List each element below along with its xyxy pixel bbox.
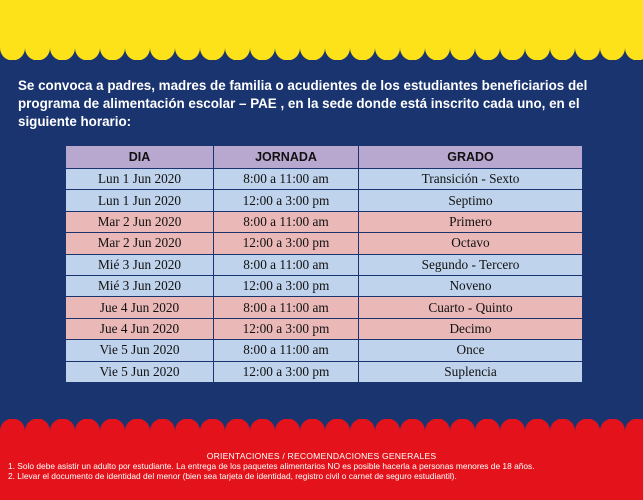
scallop — [600, 46, 625, 60]
cell-dia: Mar 2 Jun 2020 — [66, 211, 214, 232]
scallop — [175, 419, 200, 433]
scallop — [400, 419, 425, 433]
cell-jornada: 12:00 a 3:00 pm — [214, 233, 359, 254]
cell-jornada: 12:00 a 3:00 pm — [214, 361, 359, 382]
cell-dia: Mié 3 Jun 2020 — [66, 254, 214, 275]
scallop — [575, 419, 600, 433]
scallop — [425, 419, 450, 433]
scallop — [225, 46, 250, 60]
scallop — [325, 419, 350, 433]
header-grado: GRADO — [359, 146, 583, 169]
scallop — [25, 419, 50, 433]
scallop — [0, 46, 25, 60]
cell-dia: Lun 1 Jun 2020 — [66, 190, 214, 211]
scallop — [375, 419, 400, 433]
scallop — [525, 419, 550, 433]
cell-dia: Jue 4 Jun 2020 — [66, 297, 214, 318]
scallop — [200, 46, 225, 60]
scallop — [125, 419, 150, 433]
cell-grado: Septimo — [359, 190, 583, 211]
header-jornada: JORNADA — [214, 146, 359, 169]
bottom-scallop-border — [0, 419, 643, 433]
scallop — [150, 419, 175, 433]
scallop — [300, 419, 325, 433]
scallop — [325, 46, 350, 60]
table-row — [66, 297, 583, 318]
table-row — [66, 190, 583, 211]
table-row — [66, 169, 583, 190]
scallop — [50, 419, 75, 433]
scallop — [250, 419, 275, 433]
cell-dia: Vie 5 Jun 2020 — [66, 361, 214, 382]
cell-jornada: 12:00 a 3:00 pm — [214, 275, 359, 296]
scallop — [75, 46, 100, 60]
scallop — [275, 46, 300, 60]
scallop — [625, 46, 643, 60]
scallop — [75, 419, 100, 433]
scallop — [200, 419, 225, 433]
scallop — [500, 419, 525, 433]
scallop — [250, 46, 275, 60]
scallop — [550, 419, 575, 433]
cell-jornada: 8:00 a 11:00 am — [214, 211, 359, 232]
table-row — [66, 254, 583, 275]
cell-jornada: 8:00 a 11:00 am — [214, 254, 359, 275]
header-dia: DIA — [66, 146, 214, 169]
cell-grado: Segundo - Tercero — [359, 254, 583, 275]
scallop — [450, 46, 475, 60]
table-row — [66, 340, 583, 361]
table-row — [66, 318, 583, 339]
note-item: 2. Llevar el documento de identidad del menor (bien sea tarjeta de identidad, registro civil o carnet de seguro estudiantil). — [8, 471, 457, 482]
scallop — [225, 419, 250, 433]
cell-grado: Noveno — [359, 275, 583, 296]
cell-dia: Mar 2 Jun 2020 — [66, 233, 214, 254]
schedule-table — [65, 145, 583, 383]
cell-grado: Primero — [359, 211, 583, 232]
cell-grado: Suplencia — [359, 361, 583, 382]
scallop — [475, 419, 500, 433]
scallop — [350, 419, 375, 433]
scallop — [175, 46, 200, 60]
cell-dia: Vie 5 Jun 2020 — [66, 340, 214, 361]
scallop — [25, 46, 50, 60]
table-header-row — [66, 146, 583, 169]
cell-dia: Mié 3 Jun 2020 — [66, 275, 214, 296]
table-row — [66, 361, 583, 382]
scallop — [500, 46, 525, 60]
scallop — [300, 46, 325, 60]
scallop — [525, 46, 550, 60]
scallop — [50, 46, 75, 60]
top-yellow-band — [0, 0, 643, 48]
scallop — [600, 419, 625, 433]
table-row — [66, 211, 583, 232]
cell-jornada: 8:00 a 11:00 am — [214, 169, 359, 190]
cell-grado: Cuarto - Quinto — [359, 297, 583, 318]
scallop — [450, 419, 475, 433]
scallop — [150, 46, 175, 60]
table-row — [66, 233, 583, 254]
cell-dia: Jue 4 Jun 2020 — [66, 318, 214, 339]
scallop — [625, 419, 643, 433]
top-scallop-border — [0, 46, 643, 60]
cell-jornada: 12:00 a 3:00 pm — [214, 190, 359, 211]
scallop — [100, 419, 125, 433]
orientaciones-title: ORIENTACIONES / RECOMENDACIONES GENERALES — [206, 451, 437, 461]
intro-text: Se convoca a padres, madres de familia o acudientes de los estudiantes beneficiarios del programa de alimentación escolar – PAE , en la sede donde está inscrito cada uno, en el siguiente horario: — [18, 78, 588, 129]
scallop — [275, 419, 300, 433]
scallop — [400, 46, 425, 60]
cell-grado: Once — [359, 340, 583, 361]
scallop — [350, 46, 375, 60]
scallop — [575, 46, 600, 60]
cell-grado: Decimo — [359, 318, 583, 339]
scallop — [550, 46, 575, 60]
cell-dia: Lun 1 Jun 2020 — [66, 169, 214, 190]
table-row — [66, 275, 583, 296]
scallop — [475, 46, 500, 60]
scallop — [100, 46, 125, 60]
scallop — [125, 46, 150, 60]
scallop — [0, 419, 25, 433]
cell-jornada: 8:00 a 11:00 am — [214, 297, 359, 318]
note-item: 1. Solo debe asistir un adulto por estudiante. La entrega de los paquetes alimentarios NO es posible hacerla a personas menores de 18 años. — [8, 461, 535, 471]
cell-grado: Transición - Sexto — [359, 169, 583, 190]
orientaciones-notes — [8, 461, 633, 482]
cell-grado: Octavo — [359, 233, 583, 254]
scallop — [425, 46, 450, 60]
cell-jornada: 8:00 a 11:00 am — [214, 340, 359, 361]
cell-jornada: 12:00 a 3:00 pm — [214, 318, 359, 339]
scallop — [375, 46, 400, 60]
